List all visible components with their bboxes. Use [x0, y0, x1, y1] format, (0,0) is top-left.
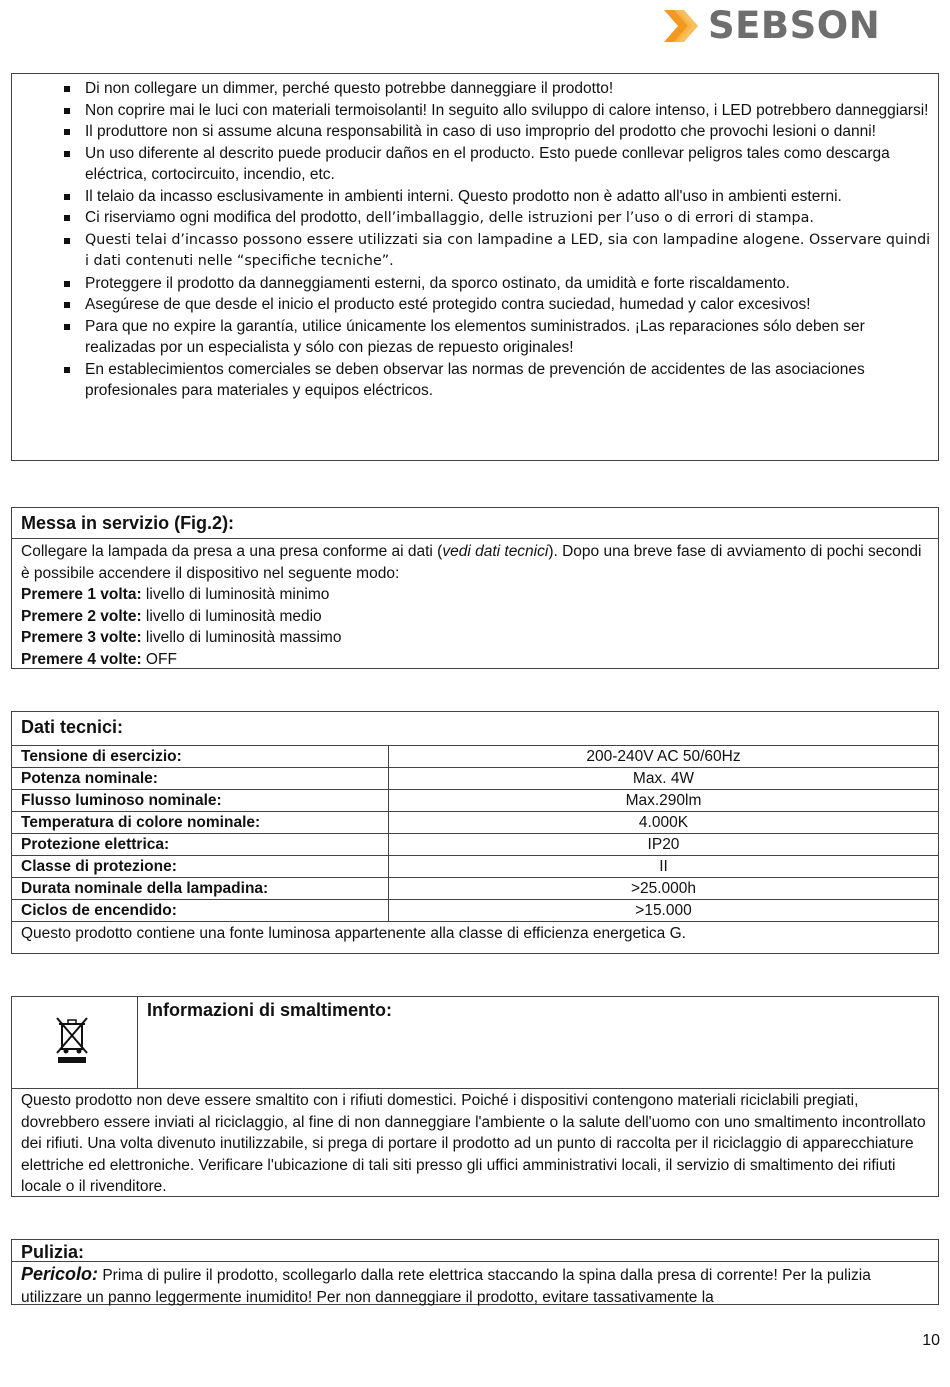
table-row: [12, 834, 938, 856]
table-value: 4.000K: [389, 812, 939, 834]
table-key: Temperatura di colore nominale:: [12, 812, 389, 834]
safety-list: [20, 78, 932, 402]
table-value: II: [389, 856, 939, 878]
list-item: Questi telai d’incasso possono essere utilizzati sia con lampadine a LED, sia con lampadine alogene. Osservare quindi i dati contenuti nelle “specifiche tecniche”.: [20, 230, 932, 273]
crossed-out-wheelie-bin-icon: [54, 1015, 90, 1065]
section-title: Pulizia:: [12, 1240, 938, 1262]
chevron-logo-icon: [660, 4, 704, 48]
table-key: Classe di protezione:: [12, 856, 389, 878]
energy-class-note: Questo prodotto contiene una fonte luminosa appartenente alla classe di efficienza energetica G.: [21, 925, 686, 942]
intro-text: ). Dopo una breve fase di avviamento di pochi secondi è possibile accendere il dispositivo nel seguente modo:: [21, 543, 922, 582]
section-title: Informazioni di smaltimento:: [147, 1000, 393, 1020]
table-key: Protezione elettrica:: [12, 834, 389, 856]
table-value: >15.000: [389, 900, 939, 922]
table-row: [12, 768, 938, 790]
table-key: Potenza nominale:: [12, 768, 389, 790]
disposal-text: Questo prodotto non deve essere smaltito con i rifiuti domestici. Poiché i dispositivi contengono materiali riciclabili pregiati, dovrebbero essere inviati al riciclaggio, al fine di non danneggiare l'ambiente o la salute dell'uomo con uno smaltimento incontrollato dei rifiuti. Una volta divenuto inutilizzabile, si prega di portare il prodotto ad un punto di raccolta per il riciclaggio di apparecchiature elettriche ed elettroniche. Verificare l'ubicazione di tali siti presso gli uffici amministrativi locali, il servizio di smaltimento dei rifiuti locale o il rivenditore.: [21, 1092, 926, 1195]
page-number: 10: [922, 1332, 940, 1349]
intro-text: Collegare la lampada da presa a una presa conforme ai dati (: [21, 543, 443, 560]
table-row: [12, 878, 938, 900]
step-line: [21, 649, 929, 671]
section-title: Dati tecnici:: [12, 712, 938, 746]
cleaning-text: Prima di pulire il prodotto, scollegarlo dalla rete elettrica staccando la spina dalla presa di corrente! Per la pulizia utilizzare un panno leggermente inumidito! Per non danneggiare il prodotto, evitare tassativamente la: [21, 1267, 871, 1306]
commissioning-body: [12, 539, 938, 672]
step-text: livello di luminosità massimo: [141, 629, 342, 646]
table-row: [12, 812, 938, 834]
safety-instructions-box: [11, 73, 939, 461]
list-item: [20, 207, 932, 230]
step-text: OFF: [141, 650, 177, 668]
table-row: [12, 856, 938, 878]
table-key: Durata nominale della lampadina:: [12, 878, 389, 900]
list-item: Il produttore non si assume alcuna responsabilità in caso di uso improprio del prodotto che provochi lesioni o danni!: [20, 121, 932, 143]
disposal-header: [12, 997, 938, 1089]
table-value: >25.000h: [389, 878, 939, 900]
step-label: Premere 1 volta:: [21, 586, 142, 603]
table-row: [12, 900, 938, 922]
table-key: Flusso luminoso nominale:: [12, 790, 389, 812]
step-line: [21, 627, 929, 649]
list-item: Non coprire mai le luci con materiali termoisolanti! In seguito allo sviluppo di calore intenso, i LED potrebbero danneggiarsi!: [20, 100, 932, 122]
list-item-text: dell’imballaggio, delle istruzioni per l’uso o di errori di stampa.: [365, 210, 814, 226]
list-item-text: Ci riserviamo ogni modifica del prodotto,: [85, 209, 366, 226]
sebson-logo: [660, 4, 880, 48]
list-item: Proteggere il prodotto da danneggiamenti esterni, da sporco ostinato, da umidità e forte riscaldamento.: [20, 273, 932, 295]
list-item: Asegúrese de que desde el inicio el producto esté protegido contra suciedad, humedad y calor excesivos!: [20, 294, 932, 316]
step-line: [21, 606, 929, 628]
cleaning-box: [11, 1239, 939, 1305]
list-item: Para que no expire la garantía, utilice únicamente los elementos suministrados. ¡Las reparaciones sólo deben ser realizadas por un especialista y sólo con piezas de repuesto originales!: [20, 316, 932, 359]
disposal-icon-cell: [12, 997, 138, 1088]
list-item: En establecimientos comerciales se deben observar las normas de prevención de accidentes de las asociaciones profesionales para materiales y equipos eléctricos.: [20, 359, 932, 402]
step-label: Premere 3 volte:: [21, 629, 142, 646]
step-text: livello di luminosità minimo: [141, 586, 330, 603]
table-value: Max.290lm: [389, 790, 939, 812]
table-key: Tensione di esercizio:: [12, 746, 389, 768]
table-row: [12, 790, 938, 812]
logo-text: SEBSON: [708, 4, 881, 47]
danger-label: Pericolo:: [21, 1264, 99, 1284]
list-item: Un uso diferente al descrito puede producir daños en el producto. Esto puede conllevar peligros tales como descarga eléctrica, cortocircuito, incendio, etc.: [20, 143, 932, 186]
section-title: Messa in servizio (Fig.2):: [12, 508, 938, 539]
intro-emphasis: vedi dati tecnici: [442, 543, 549, 560]
list-item: Di non collegare un dimmer, perché questo potrebbe danneggiare il prodotto!: [20, 78, 932, 100]
table-value: IP20: [389, 834, 939, 856]
cleaning-body: [12, 1262, 938, 1310]
technical-data-box: [11, 711, 939, 954]
table-value: 200-240V AC 50/60Hz: [389, 746, 939, 768]
table-value: Max. 4W: [389, 768, 939, 790]
step-text: livello di luminosità medio: [141, 607, 322, 625]
step-line: [21, 584, 929, 606]
commissioning-intro: [21, 541, 929, 584]
disposal-box: [11, 996, 939, 1197]
step-label: Premere 4 volte:: [21, 650, 142, 668]
table-key: Ciclos de encendido:: [12, 900, 389, 922]
table-row: [12, 746, 938, 768]
step-label: Premere 2 volte:: [21, 607, 142, 625]
technical-table: [12, 746, 938, 922]
list-item: Il telaio da incasso esclusivamente in ambienti interni. Questo prodotto non è adatto all'uso in ambienti esterni.: [20, 186, 932, 208]
commissioning-box: [11, 507, 939, 669]
